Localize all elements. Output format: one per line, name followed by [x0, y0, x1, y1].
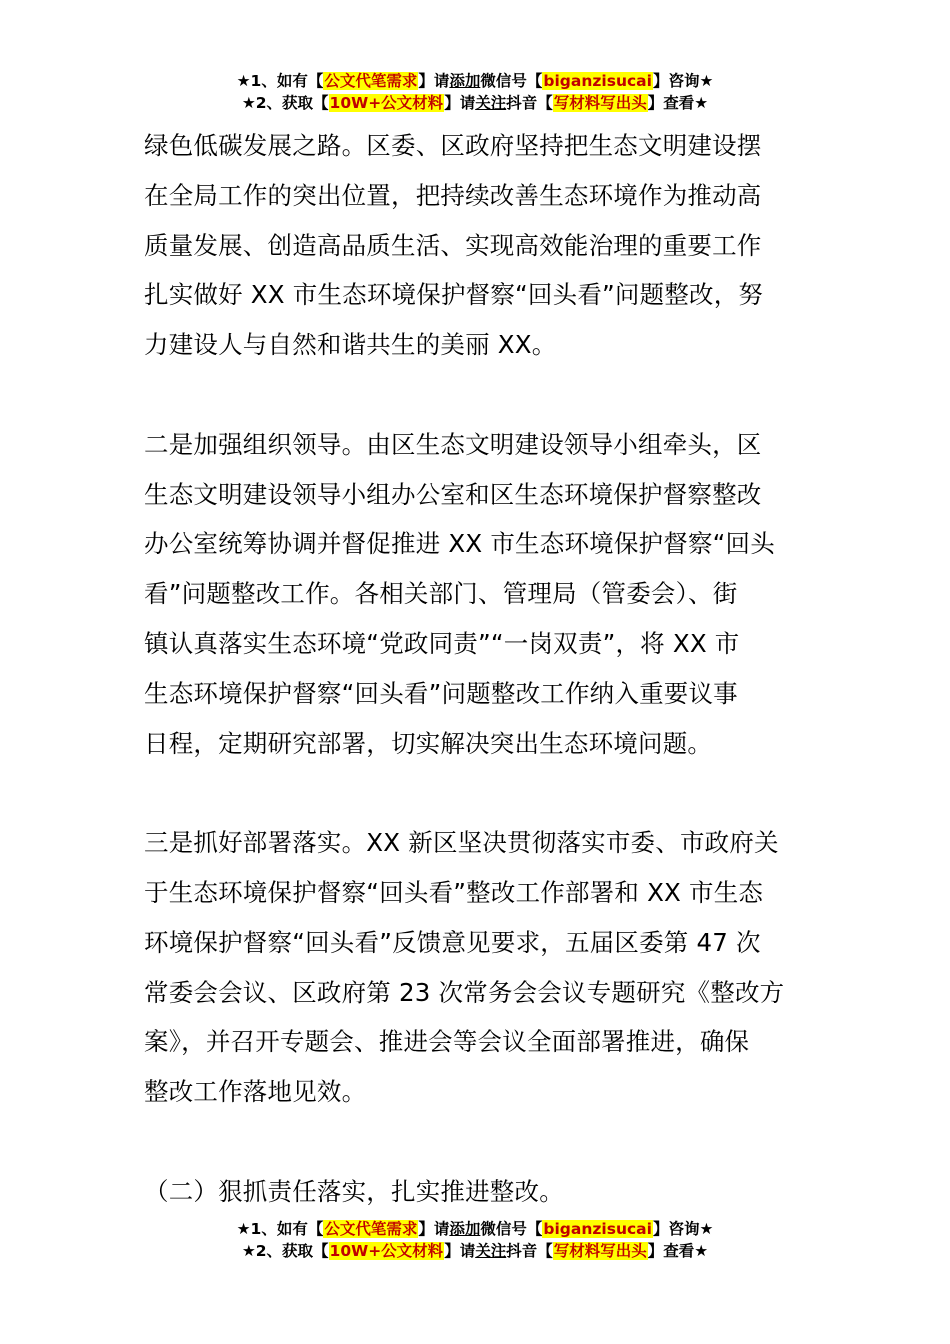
- footer-banner-line-1: [0, 1218, 950, 1240]
- text-line: 环境保护督察“回头看”反馈意见要求，五届区委第 47 次: [144, 927, 761, 957]
- paragraph-1: [144, 121, 810, 370]
- text-line: 二是加强组织领导。由区生态文明建设领导小组牵头，区: [144, 429, 762, 459]
- text-line: 案》，并召开专题会、推进会等会议全面部署推进，确保: [144, 1027, 750, 1057]
- text-line: 常委会会议、区政府第 23 次常务会会议专题研究《整改方: [144, 977, 785, 1007]
- text-line: 看”问题整改工作。各相关部门、管理局（管委会）、街: [144, 579, 738, 609]
- banner-highlight: biganzisucai: [543, 1220, 652, 1238]
- banner-underlined: 关注: [475, 1242, 507, 1260]
- text-line: （二）狠抓责任落实，扎实推进整改。: [144, 1176, 564, 1206]
- text-line: 镇认真落实生态环境“党政同责”“一岗双责”，将 XX 市: [144, 628, 740, 658]
- banner-text: ★1、如有【: [236, 72, 324, 90]
- banner-highlight: 10W+公文材料: [329, 1242, 444, 1260]
- text-line: 三是抓好部署落实。XX 新区坚决贯彻落实市委、市政府关: [144, 828, 779, 858]
- banner-underlined: 添加: [449, 72, 481, 90]
- banner-text: 抖音【: [506, 94, 553, 112]
- text-line: 绿色低碳发展之路。区委、区政府坚持把生态文明建设摆: [144, 131, 762, 160]
- banner-underlined: 添加: [449, 1220, 481, 1238]
- header-banner-line-2: [0, 92, 950, 114]
- banner-text: 】请: [418, 1220, 450, 1238]
- banner-text: ★2、获取【: [241, 1242, 329, 1260]
- text-line: 日程，定期研究部署，切实解决突出生态环境问题。: [144, 728, 713, 758]
- text-line: 扎实做好 XX 市生态环境保护督察“回头看”问题整改，努: [144, 280, 764, 310]
- banner-text: 】请: [444, 1242, 476, 1260]
- banner-text: ★2、获取【: [241, 94, 329, 112]
- banner-highlight: 公文代笔需求: [324, 1220, 418, 1238]
- banner-text: 抖音【: [506, 1242, 553, 1260]
- banner-highlight: 写材料写出头: [553, 94, 647, 112]
- section-heading: [144, 1167, 810, 1217]
- text-line: 办公室统筹协调并督促推进 XX 市生态环境保护督察“回头: [144, 529, 775, 559]
- text-line: 于生态环境保护督察“回头看”整改工作部署和 XX 市生态: [144, 877, 764, 907]
- text-line: 整改工作落地见效。: [144, 1077, 367, 1107]
- text-line: 生态环境保护督察“回头看”问题整改工作纳入重要议事: [144, 678, 738, 708]
- paragraph-2: [144, 420, 810, 769]
- banner-text: 】咨询★: [652, 1220, 714, 1238]
- text-line: 在全局工作的突出位置，把持续改善生态环境作为推动高: [144, 180, 762, 210]
- banner-text: ★1、如有【: [236, 1220, 324, 1238]
- text-line: 力建设人与自然和谐共生的美丽 XX。: [144, 330, 557, 360]
- banner-underlined: 关注: [475, 94, 507, 112]
- banner-highlight: biganzisucai: [543, 72, 652, 90]
- banner-highlight: 公文代笔需求: [324, 72, 418, 90]
- banner-text: 】查看★: [647, 94, 709, 112]
- banner-text: 】请: [444, 94, 476, 112]
- banner-text: 微信号【: [480, 1220, 543, 1238]
- document-body: [144, 121, 810, 1217]
- banner-highlight: 10W+公文材料: [329, 94, 444, 112]
- footer-banner-line-2: [0, 1240, 950, 1262]
- footer-banner: [0, 1218, 950, 1262]
- paragraph-3: [144, 818, 810, 1117]
- banner-text: 】查看★: [647, 1242, 709, 1260]
- text-line: 质量发展、创造高品质生活、实现高效能治理的重要工作: [144, 230, 762, 260]
- banner-text: 】咨询★: [652, 72, 714, 90]
- banner-text: 】请: [418, 72, 450, 90]
- text-line: 生态文明建设领导小组办公室和区生态环境保护督察整改: [144, 479, 762, 509]
- banner-text: 微信号【: [480, 72, 543, 90]
- header-banner: [0, 70, 950, 114]
- header-banner-line-1: [0, 70, 950, 92]
- banner-highlight: 写材料写出头: [553, 1242, 647, 1260]
